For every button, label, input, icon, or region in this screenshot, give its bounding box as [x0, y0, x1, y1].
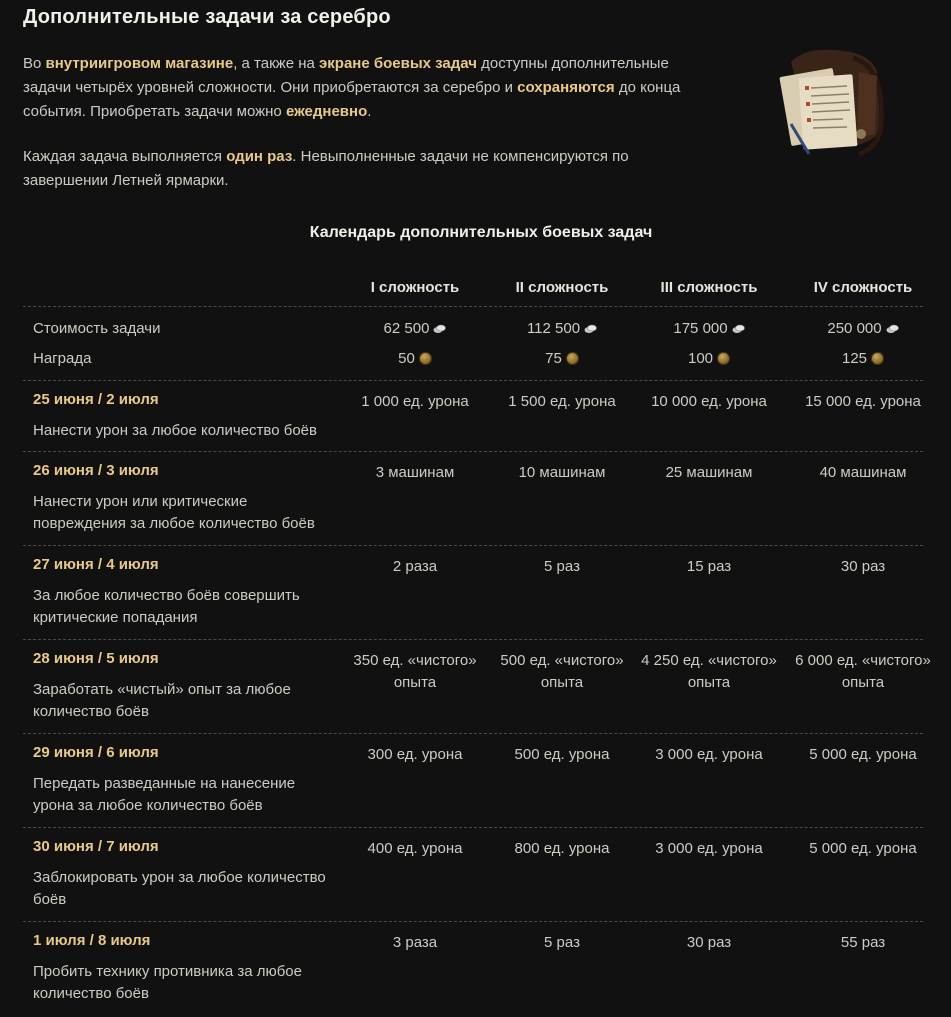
silver-icon [732, 324, 745, 334]
silver-icon [433, 324, 446, 334]
task-date: 25 июня / 2 июля [33, 391, 159, 408]
task-date: 30 июня / 7 июля [33, 838, 159, 855]
task-row [23, 744, 923, 824]
intro-text: доступны дополнительные задачи четырёх уровней сложности. Они приобретаются за серебро и [23, 55, 669, 96]
task-row [23, 556, 923, 636]
intro-text: Во [23, 55, 46, 72]
task-value: 40 машинам [819, 464, 907, 481]
task-description: Передать разведанные на нанесение урона за любое количество боёв [33, 775, 296, 814]
task-value: 30 раз [840, 558, 886, 575]
row-divider [23, 545, 923, 546]
documents-bag-icon [773, 42, 893, 162]
silver-icon [886, 324, 899, 334]
cost-value: 62 500 [345, 318, 485, 340]
header-difficulty-1: I сложность [370, 279, 460, 296]
task-value: 3 машинам [375, 464, 455, 481]
task-description: Нанести урон или критические повреждения за любое количество боёв [33, 493, 315, 532]
task-description: Пробить технику противника за любое количество боёв [33, 963, 302, 1002]
task-row [23, 391, 923, 451]
task-date: 1 июля / 8 июля [33, 932, 151, 949]
task-date: 26 июня / 3 июля [33, 462, 159, 479]
task-value: 10 000 ед. урона [651, 393, 767, 410]
cost-value: 250 000 [788, 318, 938, 340]
intro-paragraph-2 [23, 145, 703, 193]
row-divider [23, 639, 923, 640]
task-value: 4 250 ед. «чистого» опыта [641, 652, 777, 691]
silver-icon [584, 324, 597, 334]
reward-value: 100 [638, 348, 780, 370]
task-value: 5 раз [544, 558, 580, 575]
task-value: 5 раз [544, 934, 580, 951]
task-value: 300 ед. урона [367, 746, 463, 763]
task-value: 6 000 ед. «чистого» опыта [795, 652, 931, 691]
intro-highlight: один раз [226, 148, 293, 165]
reward-row [23, 348, 923, 370]
cost-value: 175 000 [638, 318, 780, 340]
intro-text: . [367, 103, 372, 120]
header-difficulty-4: IV сложность [813, 279, 913, 296]
intro-highlight: сохраняются [517, 79, 615, 96]
reward-label: Награда [33, 350, 92, 367]
bond-coin-icon [419, 352, 432, 365]
task-description: Нанести урон за любое количество боёв [33, 422, 317, 439]
header-difficulty-3: III сложность [660, 279, 758, 296]
task-row [23, 838, 923, 918]
task-description: Заработать «чистый» опыт за любое количество боёв [33, 681, 291, 720]
task-value: 350 ед. «чистого» опыта [353, 652, 477, 691]
bond-coin-icon [717, 352, 730, 365]
cost-row [23, 318, 923, 340]
task-value: 500 ед. урона [514, 746, 610, 763]
task-value: 3 раза [392, 934, 438, 951]
task-value: 3 000 ед. урона [655, 840, 763, 857]
task-value: 15 раз [686, 558, 732, 575]
row-divider [23, 380, 923, 381]
task-value: 800 ед. урона [514, 840, 610, 857]
task-value: 3 000 ед. урона [655, 746, 763, 763]
task-date: 29 июня / 6 июля [33, 744, 159, 761]
cost-value: 112 500 [488, 318, 636, 340]
bond-coin-icon [566, 352, 579, 365]
task-value: 30 раз [686, 934, 732, 951]
row-divider [23, 306, 923, 307]
intro-text: Каждая задача выполняется [23, 148, 227, 165]
intro-highlight: экране боевых задач [319, 55, 477, 72]
task-value: 5 000 ед. урона [809, 840, 917, 857]
task-value: 400 ед. урона [367, 840, 463, 857]
task-description: За любое количество боёв совершить критические попадания [33, 587, 300, 626]
header-difficulty-2: II сложность [515, 279, 609, 296]
task-value: 500 ед. «чистого» опыта [500, 652, 624, 691]
task-value: 1 000 ед. урона [361, 393, 469, 410]
intro-highlight: внутриигровом магазине [45, 55, 234, 72]
calendar-title: Календарь дополнительных боевых задач [309, 224, 653, 241]
row-divider [23, 921, 923, 922]
intro-highlight: ежедневно [285, 103, 368, 120]
task-value: 10 машинам [518, 464, 606, 481]
bond-coin-icon [871, 352, 884, 365]
reward-value: 50 [345, 348, 485, 370]
task-value: 2 раза [392, 558, 438, 575]
page-title: Дополнительные задачи за серебро [23, 6, 391, 28]
task-value: 15 000 ед. урона [805, 393, 921, 410]
task-value: 5 000 ед. урона [809, 746, 917, 763]
task-value: 25 машинам [665, 464, 753, 481]
row-divider [23, 451, 923, 452]
intro-text: до конца события. Приобретать задачи можно [23, 79, 681, 120]
intro-paragraph-1 [23, 52, 703, 124]
task-value: 1 500 ед. урона [508, 393, 616, 410]
reward-value: 125 [788, 348, 938, 370]
row-divider [23, 733, 923, 734]
table-header-row [23, 277, 923, 299]
row-divider [23, 827, 923, 828]
task-row [23, 932, 923, 1012]
task-value: 55 раз [840, 934, 886, 951]
cost-label: Стоимость задачи [33, 320, 161, 337]
intro-text: , а также на [233, 55, 319, 72]
task-date: 27 июня / 4 июля [33, 556, 159, 573]
intro-text: . Невыполненные задачи не компенсируются по завершении Летней ярмарки. [23, 148, 629, 189]
task-date: 28 июня / 5 июля [33, 650, 159, 667]
task-row [23, 462, 923, 542]
reward-value: 75 [488, 348, 636, 370]
task-row [23, 650, 931, 730]
task-description: Заблокировать урон за любое количество боёв [33, 869, 326, 908]
